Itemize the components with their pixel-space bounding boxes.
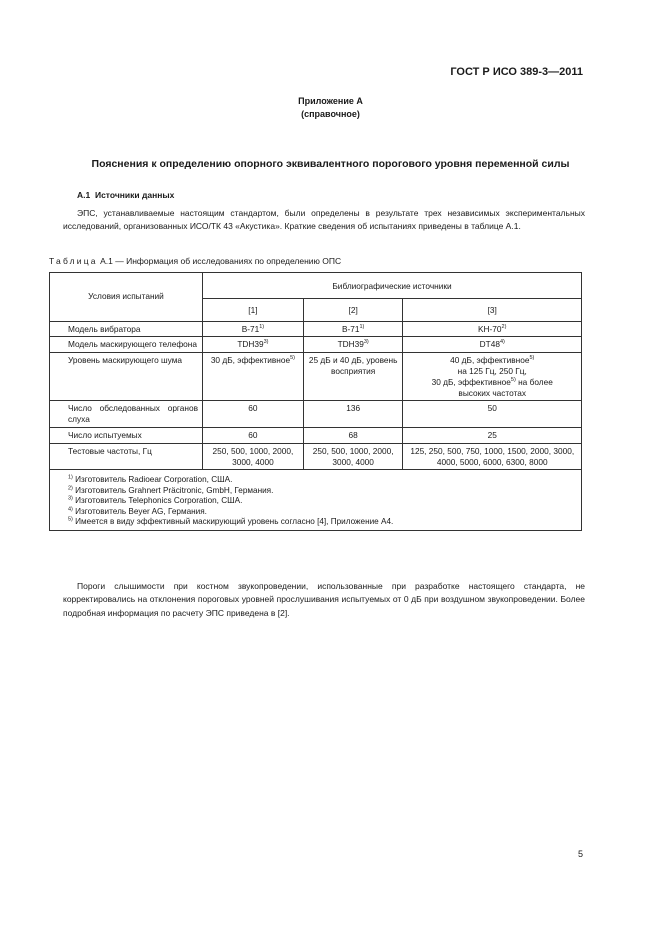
table-row [50, 401, 582, 428]
section-title: Источники данных [94, 190, 175, 200]
table-cell: 250, 500, 1000, 2000, 3000, 4000 [303, 443, 403, 470]
table-caption [49, 256, 341, 266]
table-row [50, 443, 582, 470]
row-label: Уровень маскирующего шума [50, 353, 203, 401]
ref-1: [1] [203, 298, 304, 321]
table-cell: KH-70$^{2)}$ [403, 321, 582, 337]
table-cell: 68 [303, 427, 403, 443]
section-number: А.1 [77, 190, 91, 200]
table-cell: B-71$^{1)}$ [303, 321, 403, 337]
footnote: $^{4)}$ Изготовитель Beyer AG, Германия. [68, 505, 207, 516]
appendix-title: Приложение А [298, 96, 363, 106]
table-row [50, 427, 582, 443]
table-row [50, 321, 582, 337]
row-label: Число обследованных органов слуха [50, 401, 203, 428]
table-cell: 30 дБ, эффективное$^{5)}$ [203, 353, 304, 401]
table-caption-prefix: Таблица [49, 256, 98, 266]
footnotes-row [50, 470, 582, 531]
table-cell: 60 [203, 427, 304, 443]
ref-3: [3] [403, 298, 582, 321]
table-caption-text: А.1 — Информация об исследованиях по определению ОПС [100, 256, 342, 266]
footnote: $^{5)}$ Имеется в виду эффективный маскирующий уровень согласно [4], Приложение А4. [68, 516, 394, 526]
table-row [50, 337, 582, 353]
table-cell: 25 дБ и 40 дБ, уровень восприятия [303, 353, 403, 401]
footnote: $^{3)}$ Изготовитель Telephonics Corporation, США. [68, 495, 243, 506]
paragraph-sources: ЭПС, устанавливаемые настоящим стандартом, были определены в результате трех независимых экспериментальных исследований, организованных ИСО/ТК 43 «Акустика». Краткие сведения об испытаниях приведены в таблице А.1. [63, 208, 585, 232]
footnote: $^{2)}$ Изготовитель Grahnert Präcitronic, GmbH, Германия. [68, 485, 274, 495]
document-number: ГОСТ Р ИСО 389-3—2011 [450, 66, 583, 78]
table-cell: TDH39$^{3)}$ [203, 337, 304, 353]
table-cell: 50 [403, 401, 582, 428]
table-cell: B-71$^{1)}$ [203, 321, 304, 337]
page-number: 5 [577, 849, 583, 859]
row-label: Модель вибратора [50, 321, 203, 337]
paragraph-thresholds: Пороги слышимости при костном звукопроведении, использованные при разработке настоящего стандарта, не корректировались на отклонения пороговых уровней прослушивания испытуемых от 0 дБ при воздушном звукопроведении. Более подробная информация по расчету ЭПС приведена в [2]. [63, 581, 585, 618]
table-cell: 125, 250, 500, 750, 1000, 1500, 2000, 3000, 4000, 5000, 6000, 6300, 8000 [403, 443, 582, 470]
conditions-header: Условия испытаний [50, 273, 203, 322]
table-cell: TDH39$^{3)}$ [303, 337, 403, 353]
table-header-row [50, 273, 582, 299]
table-row [50, 353, 582, 401]
table-cell: 40 дБ, эффективное$^{5)}$ на 125 Гц, 250 Гц, 30 дБ, эффективное$^{5)}$ на более высоких частотах [403, 353, 582, 401]
row-label: Модель маскирующего телефона [50, 337, 203, 353]
row-label: Тестовые частоты, Гц [50, 443, 203, 470]
main-title: Пояснения к определению опорного эквивалентного порогового уровня переменной силы [91, 158, 570, 170]
table-cell: DT48$^{4)}$ [403, 337, 582, 353]
table-cell: 25 [403, 427, 582, 443]
ref-2: [2] [303, 298, 403, 321]
sources-header: Библиографические источники [203, 273, 582, 299]
footnotes [50, 470, 582, 531]
row-label: Число испытуемых [50, 427, 203, 443]
appendix-subtitle: (справочное) [301, 109, 360, 119]
table-cell: 60 [203, 401, 304, 428]
table-cell: 250, 500, 1000, 2000, 3000, 4000 [203, 443, 304, 470]
study-info-table [49, 272, 582, 531]
section-heading [77, 190, 174, 200]
table-cell: 136 [303, 401, 403, 428]
appendix-heading [0, 95, 661, 121]
footnote: $^{1)}$ Изготовитель Radioear Corporation, США. [68, 474, 233, 485]
